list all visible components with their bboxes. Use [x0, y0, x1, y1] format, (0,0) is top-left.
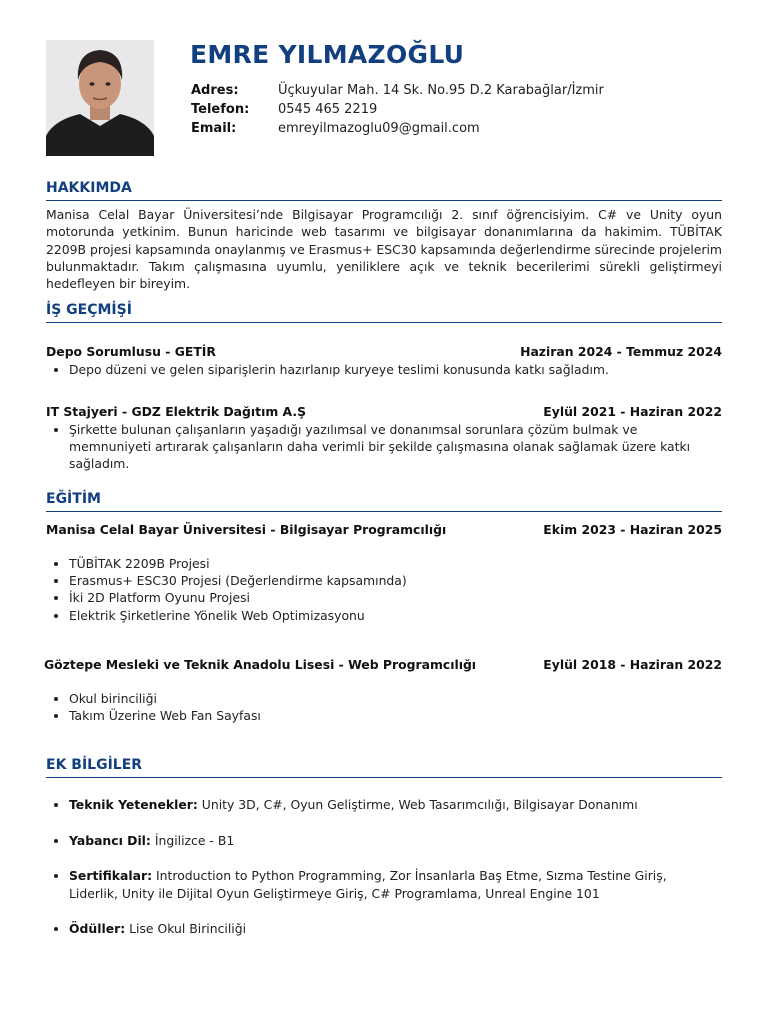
education-row	[44, 656, 722, 673]
job-row	[46, 343, 722, 360]
section-heading-experience: İŞ GEÇMİŞİ	[46, 301, 722, 323]
phone-label: Telefon:	[191, 102, 250, 117]
job-title: Depo Sorumlusu - GETİR	[46, 344, 216, 359]
list-item: • Erasmus+ ESC30 Projesi (Değerlendirme kapsamında)	[69, 572, 719, 589]
job-title: IT Stajyeri - GDZ Elektrik Dağıtım A.Ş	[46, 404, 306, 419]
section-heading-extra: EK BİLGİLER	[46, 756, 722, 778]
contact-phone	[191, 100, 604, 119]
address-label: Adres:	[191, 83, 239, 98]
contact-address	[191, 81, 604, 100]
list-item	[69, 867, 719, 901]
list-item: • Takım Üzerine Web Fan Sayfası	[69, 707, 719, 724]
section-heading-about: HAKKIMDA	[46, 179, 722, 201]
contact-email	[191, 119, 604, 138]
phone-value: 0545 465 2219	[278, 102, 378, 117]
profile-photo	[46, 40, 154, 156]
list-item: • Elektrik Şirketlerine Yönelik Web Optimizasyonu	[69, 607, 719, 624]
school-date: Ekim 2023 - Haziran 2025	[543, 522, 722, 537]
full-name: EMRE YILMAZOĞLU	[190, 40, 465, 69]
email-value: emreyilmazoglu09@gmail.com	[278, 121, 480, 136]
item-label: Yabancı Dil:	[69, 832, 151, 848]
education-row	[46, 521, 722, 538]
portrait-image	[46, 40, 154, 156]
item-text: Introduction to Python Programming, Zor İnsanlarla Baş Etme, Sızma Testine Giriş, Liderlik, Unity ile Dijital Oyun Geliştirmeye Giriş, C# Programlama, Unreal Engine 101	[69, 868, 667, 901]
email-label: Email:	[191, 121, 237, 136]
list-item: • Depo düzeni ve gelen siparişlerin hazırlanıp kuryeye teslimi konusunda katkı sağladım.	[69, 361, 719, 378]
job-date: Eylül 2021 - Haziran 2022	[543, 404, 722, 419]
extra-info-list	[46, 796, 719, 956]
contact-info	[191, 81, 604, 138]
item-label: Ödüller:	[69, 921, 126, 937]
list-item	[69, 796, 719, 813]
address-value: Üçkuyular Mah. 14 Sk. No.95 D.2 Karabağlar/İzmir	[278, 83, 604, 98]
list-item	[69, 920, 719, 937]
list-item	[69, 832, 719, 849]
school-name: Manisa Celal Bayar Üniversitesi - Bilgisayar Programcılığı	[46, 522, 447, 537]
job-bullets	[46, 361, 719, 378]
job-row	[46, 403, 722, 420]
school-name: Göztepe Mesleki ve Teknik Anadolu Lisesi - Web Programcılığı	[44, 657, 477, 672]
item-text: Unity 3D, C#, Oyun Geliştirme, Web Tasarımcılığı, Bilgisayar Donanımı	[197, 797, 638, 812]
item-label: Teknik Yetenekler:	[69, 797, 198, 812]
about-text: Manisa Celal Bayar Üniversitesi’nde Bilgisayar Programcılığı 2. sınıf öğrencisiyim. C# ve Unity oyun motorunda yetkinim. Bunun haricinde web tasarımı ve bilgisayar donanımlarına da hakimim. TÜBİTAK 2209B projesi kapsamında onaylanmış ve Erasmus+ ESC30 kapsamında değerlendirme sürecinde projelerim bulunmaktadır. Takım çalışmasına uyumlu, yeniliklere açık ve teknik becerilerimi sürekli geliştirmeyi hedefleyen bir bireyim.	[46, 207, 722, 292]
school-bullets	[46, 690, 719, 724]
item-text: Lise Okul Birinciliği	[125, 921, 247, 937]
list-item: • İki 2D Platform Oyunu Projesi	[69, 589, 719, 606]
section-heading-education: EĞİTİM	[46, 490, 722, 512]
school-bullets	[46, 555, 719, 624]
job-bullets	[46, 421, 719, 473]
job-date: Haziran 2024 - Temmuz 2024	[520, 344, 722, 359]
item-label: Sertifikalar:	[69, 868, 153, 884]
item-text: İngilizce - B1	[150, 832, 235, 848]
list-item: • Okul birinciliği	[69, 690, 719, 707]
list-item: • TÜBİTAK 2209B Projesi	[69, 555, 719, 572]
school-date: Eylül 2018 - Haziran 2022	[543, 657, 722, 672]
list-item: • Şirkette bulunan çalışanların yaşadığı yazılımsal ve donanımsal sorunlara çözüm bulmak ve memnuniyeti artırarak çalışanların daha verimli bir şekilde çalışmasına olanak sağlamak üzere katkı sağladım.	[69, 421, 719, 473]
